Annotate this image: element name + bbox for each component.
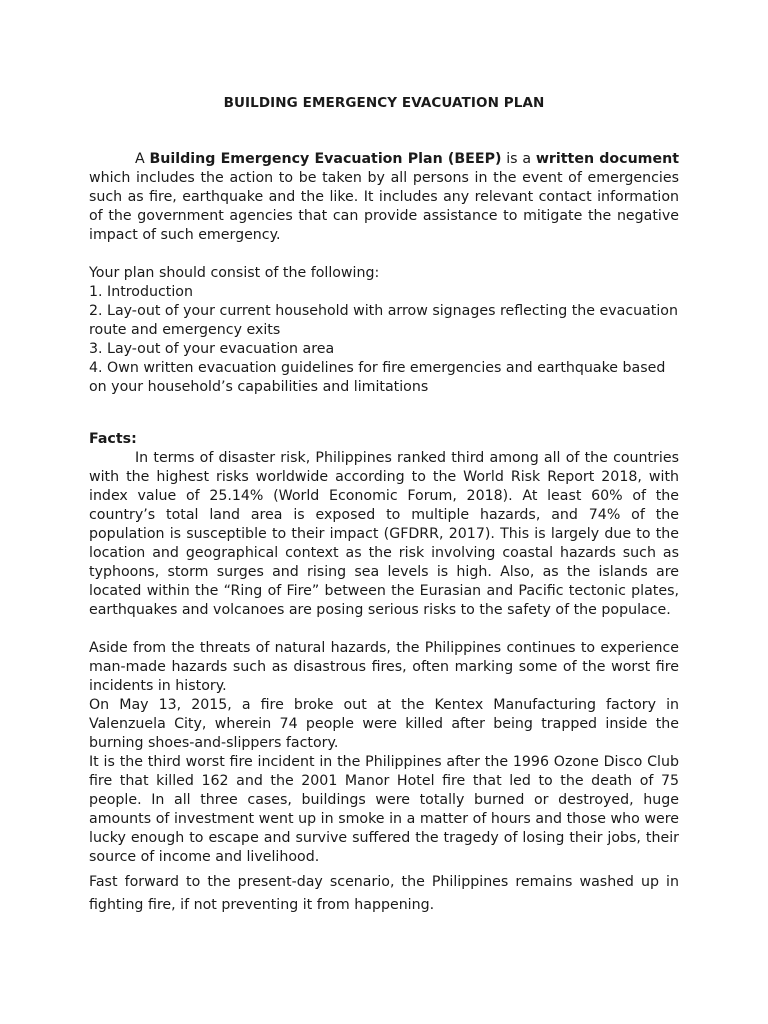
plan-lead: Your plan should consist of the following: — [89, 265, 380, 281]
plan-item: 3. Lay-out of your evacuation area — [89, 341, 335, 357]
spacer — [89, 245, 679, 264]
facts-paragraph-1: In terms of disaster risk, Philippines ranked third among all of the countries with the highest risks worldwide according to the World Risk Report 2018, with index value of 25.14% (World Economic Forum, 2018). At least 60% of the country’s total land area is exposed to multiple hazards, and 74% of the population is susceptible to their impact (GFDRR, 2017). This is largely due to the location and geographical context as the risk involving coastal hazards such as typhoons, storm surges and rising sea levels is high. Also, as the islands are located within the “Ring of Fire” between the Eurasian and Pacific tectonic plates, earthquakes and volcanoes are posing serious risks to the safety of the populace. — [89, 450, 679, 618]
facts-label: Facts — [89, 431, 132, 447]
spacer — [89, 620, 679, 639]
facts-paragraph-3: On May 13, 2015, a fire broke out at the Kentex Manufacturing factory in Valenzuela City, wherein 74 people were killed after being trapped inside the burning shoes-and-slippers factory. — [89, 697, 679, 751]
intro-text-e: which includes the action to be taken by all persons in the event of emergencies such as fire, earthquake and the like. It includes any relevant contact information of the government agencies that can provide assistance to mitigate the negative impact of such emergency. — [89, 170, 679, 243]
facts-paragraph-5: Fast forward to the present-day scenario, the Philippines remains washed up in fighting fire, if not preventing it from happening. — [89, 874, 679, 913]
intro-paragraph — [89, 150, 679, 245]
plan-list — [89, 283, 679, 397]
facts-paragraph-2: Aside from the threats of natural hazards, the Philippines continues to experience man-made hazards such as disastrous fires, often marking some of the worst fire incidents in history. — [89, 640, 679, 694]
spacer — [89, 397, 679, 430]
document-body — [89, 150, 679, 917]
plan-item: 2. Lay-out of your current household with arrow signages reflecting the evacuation route and emergency exits — [89, 303, 678, 338]
facts-heading — [89, 430, 679, 449]
plan-item: 4. Own written evacuation guidelines for fire emergencies and earthquake based on your household’s capabilities and limitations — [89, 360, 666, 395]
intro-text-a: A — [135, 151, 150, 167]
document-title: BUILDING EMERGENCY EVACUATION PLAN — [223, 95, 545, 111]
intro-written-document: written document — [535, 151, 679, 167]
plan-item: 1. Introduction — [89, 284, 193, 300]
intro-text-c: is a — [501, 151, 536, 167]
facts-colon: : — [131, 431, 137, 447]
intro-beep-term: Building Emergency Evacuation Plan (BEEP) — [149, 151, 502, 167]
facts-paragraph-4: It is the third worst fire incident in the Philippines after the 1996 Ozone Disco Club fire that killed 162 and the 2001 Manor Hotel fire that led to the death of 75 people. In all three cases, buildings were totally burned or destroyed, huge amounts of investment went up in smoke in a matter of hours and those who were lucky enough to escape and survive suffered the tragedy of losing their jobs, their source of income and livelihood. — [89, 754, 679, 865]
